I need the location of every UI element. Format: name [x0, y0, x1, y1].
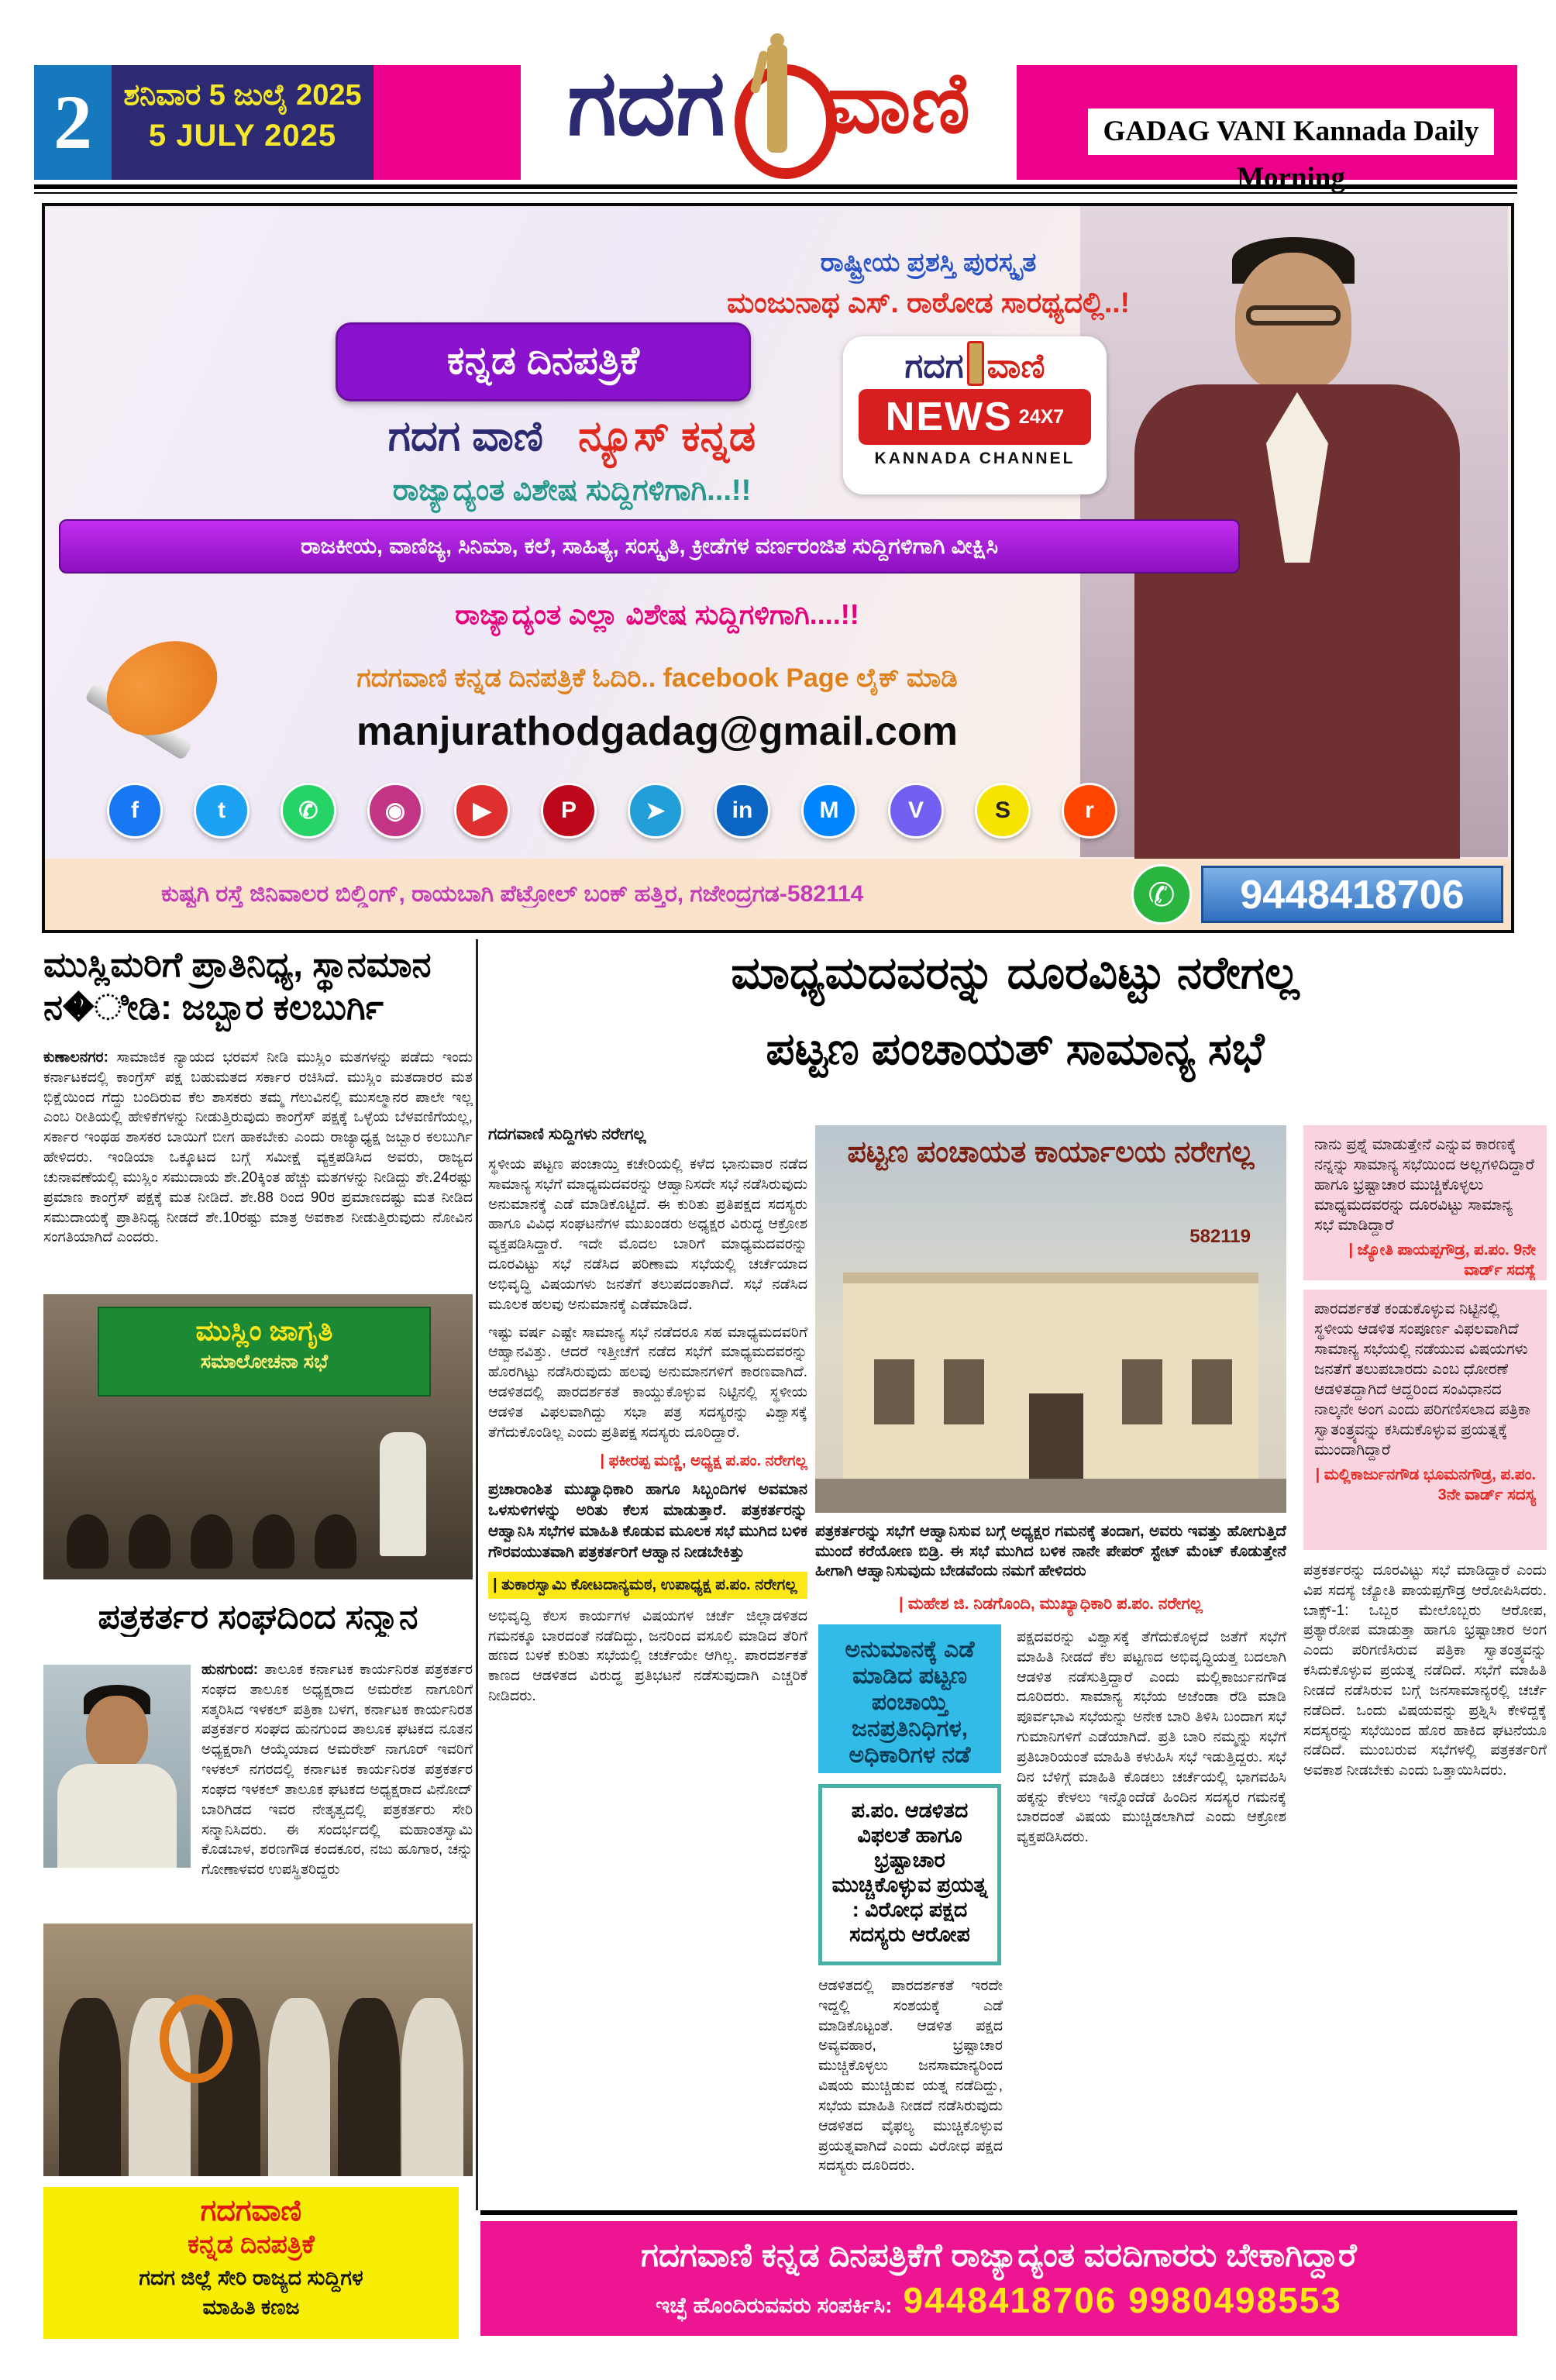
facebook-like-line: ಗದಗವಾಣಿ ಕನ್ನಡ ದಿನಪತ್ರಿಕೆ ಓದಿರಿ.. facebook Page ಲೈಕ್ ಮಾಡಿ	[356, 663, 958, 693]
twitter-icon: t	[194, 783, 250, 839]
telegram-icon: ➤	[628, 783, 683, 839]
main-headline	[487, 947, 1544, 1111]
highlight-cyan-box: ಅನುಮಾನಕ್ಕೆ ಎಡೆ ಮಾಡಿದ ಪಟ್ಟಣ ಪಂಚಾಯ್ತಿ ಜನಪ್ರತಿನಿಧಿಗಳ, ಅಧಿಕಾರಿಗಳ ನಡೆ	[818, 1624, 1001, 1773]
garland-icon	[160, 1995, 232, 2083]
social-icons-row	[107, 783, 1130, 839]
snapchat-icon: S	[975, 783, 1031, 839]
honoree-portrait	[43, 1665, 191, 1868]
main-col1-p3: ಅಭಿವೃದ್ಧಿ ಕೆಲಸ ಕಾರ್ಯಗಳ ವಿಷಯಗಳ ಚರ್ಚೆ ಜಿಲ್ಲಾಡಳಿತದ ಗಮನಕ್ಕೂ ಬಾರದಂತೆ ನಡೆದಿದ್ದು, ಜನರಿಂದ ವಸೂಲಿ ಮಾಡಿದ ತೆರಿಗೆ ಹಣದ ಬಳಕೆ ಕುರಿತು ಸಭೆಯಲ್ಲಿ ಚರ್ಚೆಯೇ ಆಗಿಲ್ಲ. ಪಾರದರ್ಶಕತೆ ಕಾಣದ ಆಡಳಿತದ ವಿರುದ್ಧ ಪ್ರತಿಭಟನೆ ನಡೆಸುವುದಾಗಿ ಎಚ್ಚರಿಕೆ ನೀಡಿದರು.	[488, 1607, 807, 1705]
meeting-photo	[43, 1294, 473, 1579]
building-window	[1192, 1359, 1232, 1424]
messenger-icon: M	[801, 783, 857, 839]
facebook-icon: f	[107, 783, 163, 839]
news-channel-ad	[42, 203, 1514, 933]
quote1-text: ನಾನು ಪ್ರಶ್ನೆ ಮಾಡುತ್ತೇನೆ ಎನ್ನುವ ಕಾರಣಕ್ಕೆ ನನ್ನನ್ನು ಸಾಮಾನ್ಯ ಸಭೆಯಿಂದ ಅಲ್ಲಗಳಿದಿದ್ದಾರೆ ಹಾಗೂ ಭ್ರಷ್ಟಾಚಾರ ಮುಚ್ಚಿಕೊಳ್ಳಲು ಮಾಧ್ಯಮದವರನ್ನು ದೂರವಿಟ್ಟು ಸಾಮಾನ್ಯ ಸಭೆ ಮಾಡಿದ್ದಾರೆ	[1314, 1136, 1535, 1234]
quote2-attribution: | ಮಲ್ಲಿಕಾರ್ಜುನಗೌಡ ಭೂಮನಗೌಡ್ರ, ಪ.ಪಂ. 3ನೇ ವಾರ್ಡ್ ಸದಸ್ಯ	[1315, 1466, 1536, 1503]
masthead-magenta-right	[1017, 65, 1517, 194]
main-column-4: ಪತ್ರಕರ್ತರನ್ನು ದೂರವಿಟ್ಟು ಸಭೆ ಮಾಡಿದ್ದಾರೆ ಎಂದು ವಿಪ ಸದಸ್ಯೆ ಜ್ಯೋತಿ ಪಾಯಪ್ಪಗೌಡ್ರ ಆರೋಪಿಸಿದರು. ಬಾಕ್ಸ್-1: ಒಬ್ಬರ ಮೇಲೊಬ್ಬರು ಆರೋಪ, ಪ್ರತ್ಯಾರೋಪ ಮಾಡುತ್ತಾ ಹಾಗೂ ಭ್ರಷ್ಟಾಚಾರ ಅಂಗ ಎಂದು ಪರಿಗಣಿಸಿರುವ ಪತ್ರಿಕಾ ಸ್ವಾತಂತ್ರ್ಯವನ್ನು ಕಸಿದುಕೊಳ್ಳುವ ಪ್ರಯತ್ನ ನಡೆದಿದೆ. ಸಭೆಗೆ ಮಾಹಿತಿ ನೀಡದೆ ನಡೆಸಿರುವ ಬಗ್ಗೆ ಜನಸಾಮಾನ್ಯರಲ್ಲಿ ಚರ್ಚೆ ನಡೆದಿದೆ. ಒಂದು ವಿಷಯವನ್ನು ಪ್ರಶ್ನಿಸಿ ಕೇಳಿದ್ದಕ್ಕೆ ಸದಸ್ಯರನ್ನು ಸಭೆಯಿಂದ ಹೊರ ಹಾಕಿದ ಘಟನೆಯೂ ನಡೆದಿದೆ. ಮುಂಬರುವ ಸಭೆಗಳಲ್ಲಿ ಪತ್ರಕರ್ತರಿಗೆ ಅವಕಾಶ ನೀಡಬೇಕು ಎಂದು ಒತ್ತಾಯಿಸಿದರು.	[1303, 1562, 1547, 1779]
main-headline-line2: ಪಟ್ಟಣ ಪಂಚಾಯತ್ ಸಾಮಾನ್ಯ ಸಭೆ	[766, 1024, 1265, 1074]
news-24x7-badge	[859, 389, 1091, 445]
logo-gadag: ಗದಗ	[904, 347, 964, 385]
reporters-wanted-banner	[480, 2221, 1517, 2336]
article2-text: ತಾಲೂಕ ಕರ್ನಾಟಕ ಕಾರ್ಯನಿರತ ಪತ್ರಕರ್ತರ ಸಂಘದ ತಾಲೂಕ ಅಧ್ಯಕ್ಷರಾದ ಅಮರೇಶ ನಾಗೂರಿಗೆ ಸತ್ಕರಿಸಿದ ಇಳಕಲ್ ಪತ್ರಿಕಾ ಬಳಗ, ಕರ್ನಾಟಕ ಕಾರ್ಯನಿರತ ಪತ್ರಕರ್ತರ ಸಂಘದ ಹುನಗುಂದ ತಾಲೂಕ ಘಟಕದ ನೂತನ ಅಧ್ಯಕ್ಷರಾಗಿ ಆಯ್ಕೆಯಾದ ಅಮರೇಶ್ ನಾಗೂರ್ ಇವರಿಗೆ ಇಳಕಲ್ ನಗರದಲ್ಲಿ ಕರ್ನಾಟಕ ಕಾರ್ಯನಿರತ ಪತ್ರಕರ್ತರ ಸಂಘದ ಇಳಕಲ್ ತಾಲೂಕ ಘಟಕದ ಅಧ್ಯಕ್ಷರಾದ ವಿನೋದ್ ಬಾರಿಗಿಡದ ಇವರ ನೇತೃತ್ವದಲ್ಲಿ ಪತ್ರಕರ್ತರು ಸೇರಿ ಸನ್ಮಾನಿಸಿದರು.	[201, 1662, 473, 1838]
instagram-icon: ◉	[367, 783, 423, 839]
article1-text: ಸಾಮಾಜಿಕ ನ್ಯಾಯದ ಭರವಸೆ ನೀಡಿ ಮುಸ್ಲಿಂ ಮತಗಳನ್ನು ಪಡೆದು ಇಂದು ಕರ್ನಾಟಕದಲ್ಲಿ ಕಾಂಗ್ರೆಸ್ ಪಕ್ಷ ಬಹುಮತದ ಸರ್ಕಾರ ರಚಿಸಿದೆ. ಮುಸ್ಲಿಂ ಮತದಾರರ ಮತ ಭಿಕ್ಷೆಯಿಂದ ಗೆದ್ದು ಬಂದಿರುವ ಕೆಲ ಶಾಸಕರು ತಮ್ಮ ಗೆಲುವಿನಲ್ಲಿ ಮುಸಲ್ಮಾನರ ಪಾಲೇ ಇಲ್ಲ ಎಂಬ ರೀತಿಯಲ್ಲಿ ಹೇಳಿಕೆಗಳನ್ನು ನೀಡುತ್ತಿರುವುದು ಕಾಂಗ್ರೆಸ್ ಪಕ್ಷಕ್ಕೆ ಒಳ್ಳೆಯ ಬೆಳವಣಿಗೆಯಲ್ಲ, ಸರ್ಕಾರ ಇಂಥಹ ಶಾಸಕರ ಬಾಯಿಗೆ ಬೀಗ ಹಾಕಬೇಕು ಎಂದು ರಾಜ್ಯಾಧ್ಯಕ್ಷ ಜಬ್ಬಾರ ಕಲಬುರ್ಗಿ ಹೇಳಿದರು. ಇಂಡಿಯಾ ಒಕ್ಕೂಟದ ಬಗ್ಗೆ ಸಮೀಕ್ಷೆ ವ್ಯಕ್ತಪಡಿಸಿದ ಅವರು, ರಾಜ್ಯದ ಚುನಾವಣೆಯಲ್ಲಿ ಮುಸ್ಲಿಂ ಸಮುದಾಯ ಶೇ.20ಕ್ಕಿಂತ ಹೆಚ್ಚು ಮತಗಳನ್ನು ನೀಡಿದ್ದು ಶೇ.24ರಷ್ಟು ಪ್ರಮಾಣ ಕಾಂಗ್ರೆಸ್ ಪಕ್ಷಕ್ಕೆ ಮತ ನೀಡಿದೆ. ಶೇ.88 ರಿಂದ 90ರ ಪ್ರಮಾಣದಷ್ಟು ಮತ ನೀಡಿದ ಸಮುದಾಯಕ್ಕೆ ಪ್ರಾತಿನಿಧ್ಯ ನೀಡದೆ ಶೇ.10ರಷ್ಟು ಮಾತ್ರ ಅವಕಾಶ ನೀಡುತ್ತಿರುವುದು ನೋವಿನ ಸಂಗತಿಯಾಗಿದೆ ಎಂದರು.	[43, 1049, 473, 1246]
promo-line4: ಮಾಹಿತಿ ಕಣಜ	[202, 2296, 300, 2319]
main-dateline: ಗದಗವಾಣಿ ಸುದ್ದಿಗಳು ನರೇಗಲ್ಲ	[488, 1125, 646, 1143]
audience-figure	[67, 1514, 108, 1569]
linkedin-icon: in	[714, 783, 770, 839]
meeting-banner	[98, 1307, 431, 1397]
logo-vani: ವಾಣಿ	[986, 347, 1045, 385]
banner-phone-numbers: 9448418706 9980498553	[903, 2279, 1342, 2320]
all-special-line: ರಾಜ್ಯಾದ್ಯಂತ ಎಲ್ಲಾ ವಿಶೇಷ ಸುದ್ದಿಗಳಿಗಾಗಿ....!!	[455, 598, 859, 630]
main-col1-p2: ಇಷ್ಟು ವರ್ಷ ಎಷ್ಟೇ ಸಾಮಾನ್ಯ ಸಭೆ ನಡೆದರೂ ಸಹ ಮಾಧ್ಯಮದವರಿಗೆ ಆಹ್ವಾನವಿತ್ತು. ಆದರೆ ಇತ್ತೀಚೆಗೆ ನಡೆದ ಸಭೆಗೆ ಮಾಧ್ಯಮದವರನ್ನು ಹೊರಗಿಟ್ಟು ನಡೆಸಿರುವುದು ಹಲವು ಅನುಮಾನಗಳಿಗೆ ಕಾರಣವಾಗಿದೆ. ಆಡಳಿತದಲ್ಲಿ ಪಾರದರ್ಶಕತೆ ಕಾಯ್ದುಕೊಳ್ಳುವ ನಿಟ್ಟಿನಲ್ಲಿ ಸ್ಥಳೀಯ ಆಡಳಿತ ವಿಫಲವಾಗಿದ್ದು ಸಭಾ ಪತ್ರ ಸದಸ್ಯರನ್ನು ವಿಶ್ವಾಸಕ್ಕೆ ತೆಗೆದುಕೊಂಡಿಲ್ಲ ಎಂದು ಪ್ರತಿಪಕ್ಷ ಸದಸ್ಯರು ದೂರಿದ್ದಾರೆ.	[488, 1324, 807, 1441]
ad-address-strip	[45, 859, 1511, 930]
panchayat-office-photo	[815, 1125, 1286, 1513]
quote2-text: ಪಾರದರ್ಶಕತೆ ಕಂಡುಕೊಳ್ಳುವ ನಿಟ್ಟಿನಲ್ಲಿ ಸ್ಥಳೀಯ ಆಡಳಿತ ಸಂಪೂರ್ಣ ವಿಫಲವಾಗಿದೆ ಸಾಮಾನ್ಯ ಸಭೆಯಲ್ಲಿ ನಡೆಯುವ ವಿಷಯಗಳು ಜನತೆಗೆ ತಲುಪಬಾರದು ಎಂಬ ಧೋರಣೆ ಆಡಳಿತದ್ದಾಗಿದೆ ಆದ್ದರಿಂದ ಸಂವಿಧಾನದ ನಾಲ್ಕನೇ ಅಂಗ ಎಂದು ಪರಿಗಣಿಸಲಾದ ಪತ್ರಿಕಾ ಸ್ವಾತಂತ್ರ್ಯವನ್ನು ಕಸಿದುಕೊಳ್ಳುವ ಪ್ರಯತ್ನಕ್ಕೆ ಮುಂದಾಗಿದ್ದಾರೆ	[1314, 1300, 1531, 1459]
pinterest-icon: P	[541, 783, 597, 839]
building-window	[944, 1359, 984, 1424]
banner-line1: ಗದಗವಾಣಿ ಕನ್ನಡ ದಿನಪತ್ರಿಕೆಗೆ ರಾಜ್ಯಾದ್ಯಂತ ವರದಿಗಾರರು ಬೇಕಾಗಿದ್ದಾರೆ	[641, 2236, 1357, 2273]
glasses-icon	[1246, 305, 1341, 325]
article1-headline: ಮುಸ್ಲಿಮರಿಗೆ ಪ್ರಾತಿನಿಧ್ಯ, ಸ್ಥಾನಮಾನ ನ�ೀಡಿ: ಜಬ್ಬಾರ ಕಲಬುರ್ಗಿ	[43, 945, 432, 1027]
audience-figure	[253, 1514, 294, 1569]
promo-line1: ಗದಗವಾಣಿ	[200, 2195, 302, 2227]
group-figure	[59, 1998, 121, 2176]
article2-text2: ಈ ಸಂದರ್ಭದಲ್ಲಿ ಮಹಾಂತಸ್ವಾಮಿ ಕೊಡಬಾಳ, ಶರಣಗೌಡ ಕಂದಕೂರ, ನಜು ಹೂಗಾರ, ಚನ್ನು ಗೋಣಾಳವರ ಉಪಸ್ಥಿತರಿದ್ದರು	[201, 1821, 473, 1879]
masthead-logo	[521, 28, 1017, 180]
youtube-icon: ▶	[454, 783, 510, 839]
article1-body	[43, 1048, 473, 1288]
news-24x7: 24X7	[1018, 405, 1065, 428]
building-shape	[843, 1273, 1258, 1479]
highlight-teal-box: ಪ.ಪಂ. ಆಡಳಿತದ ವಿಫಲತೆ ಹಾಗೂ ಭ್ರಷ್ಟಾಚಾರ ಮುಚ್ಚಿಕೊಳ್ಳುವ ಪ್ರಯತ್ನ : ವಿರೋಧ ಪಕ್ಷದ ಸದಸ್ಯರು ಆರೋಪ	[818, 1784, 1001, 1965]
masthead-logo-vani: ವಾಣಿ	[827, 56, 970, 150]
audience-figure	[129, 1514, 170, 1569]
brand-news-kannada: ನ್ಯೂಸ್ ಕನ್ನಡ	[578, 413, 756, 460]
award-line-2: ಮಂಜುನಾಥ ಎಸ್. ರಾಠೋಡ ಸಾರಥ್ಯದಲ್ಲಿ..!	[727, 287, 1130, 319]
group-figure	[268, 1998, 330, 2176]
president-attribution: | ಫಕೀರಪ್ಪ ಮಣ್ಣಿ, ಅಧ್ಯಕ್ಷ ಪ.ಪಂ. ನರೇಗಲ್ಲ	[600, 1452, 807, 1469]
promo-yellow-box	[43, 2187, 459, 2339]
news-channel-logo	[843, 336, 1107, 494]
photo-building-title: ಪಟ್ಟಣ ಪಂಚಾಯತ ಕಾರ್ಯಾಲಯ ನರೇಗಲ್ಲ	[847, 1136, 1255, 1169]
quote-box-1	[1303, 1125, 1547, 1280]
office-address: ಕುಷ್ಟಗಿ ರಸ್ತೆ ಜಿನಿವಾಲರ ಬಿಲ್ಡಿಂಗ್, ರಾಯಬಾಗಿ ಪೆಟ್ರೋಲ್ ಬಂಕ್ ಹತ್ತಿರ, ಗಜೇಂದ್ರಗಡ-582114	[161, 881, 864, 907]
statue-mini-icon	[967, 341, 984, 386]
statue-icon	[730, 38, 823, 170]
main-headline-line1: ಮಾಧ್ಯಮದವರನ್ನು ದೂರವಿಟ್ಟು ನರೇಗಲ್ಲ	[731, 948, 1300, 998]
main-col1-bold: ಪ್ರಚಾರಾಂಶಿತ ಮುಖ್ಯಾಧಿಕಾರಿ ಹಾಗೂ ಸಿಬ್ಬಂದಿಗಳ ಅವಮಾನ ಒಳಸುಳಿಗಳನ್ನು ಅರಿತು ಕೆಲಸ ಮಾಡುತ್ತಾರೆ. ಪತ್ರಕರ್ತರನ್ನು ಆಹ್ವಾನಿಸಿ ಸಭೆಗಳ ಮಾಹಿತಿ ಕೊಡುವ ಮೂಲಕ ಸಭೆ ಮುಗಿದ ಬಳಿಕ ಗೌರವಯುತವಾಗಿ ಪತ್ರಕರ್ತರಿಗೆ ಆಹ್ವಾನ ನೀಡಬೇಕಿತ್ತು	[488, 1480, 807, 1562]
caption-attribution: | ಮಹೇಶ ಜಿ. ನಿಡಗೊಂದಿ, ಮುಖ್ಯಾಧಿಕಾರಿ ಪ.ಪಂ. ನರೇಗಲ್ಲ	[899, 1595, 1203, 1613]
group-figure	[401, 1998, 463, 2176]
column-divider	[476, 939, 478, 2210]
banner-line2: ಸಮಾಲೋಚನಾ ಸಭೆ	[200, 1351, 329, 1373]
building-window	[874, 1359, 914, 1424]
masthead-logo-gadag: ಗದಗ	[567, 52, 725, 154]
viber-icon: V	[888, 783, 944, 839]
banner-contact-label: ಇಚ್ಛೆ ಹೊಂದಿರುವವರು ಸಂಪರ್ಕಿಸಿ:	[656, 2292, 893, 2317]
audience-figure	[191, 1514, 232, 1569]
date-box	[112, 65, 374, 180]
date-kannada: ಶನಿವಾರ 5 ಜುಲೈ 2025	[123, 79, 362, 112]
bottom-rule	[480, 2210, 1517, 2215]
page-number: 2	[34, 65, 112, 180]
reddit-icon: r	[1062, 783, 1117, 839]
date-english: 5 JULY 2025	[148, 119, 337, 153]
whatsapp-icon: ✆	[1131, 864, 1192, 925]
group-figure	[338, 1998, 400, 2176]
felicitation-group-photo	[43, 1924, 473, 2176]
photo-caption: ಪತ್ರಕರ್ತರನ್ನು ಸಭೆಗೆ ಆಹ್ವಾನಿಸುವ ಬಗ್ಗೆ ಅಧ್ಯಕ್ಷರ ಗಮನಕ್ಕೆ ತಂದಾಗ, ಅವರು ಇವತ್ತು ಹೋಗುತ್ತಿದೆ ಮುಂದೆ ಕರೆಯೋಣ ಬಿಡ್ರಿ. ಈ ಸಭೆ ಮುಗಿದ ಬಳಿಕ ನಾನೇ ಪೇಪರ್ ಸ್ಟೇಟ್ ಮೆಂಟ್ ಕೊಡುತ್ತೇನೆ ಹೀಗಾಗಿ ಆಹ್ವಾನಿಸುವುದು ಬೇಡವೆಂದು ನಮಗೆ ಹೇಳಿದರು	[815, 1523, 1286, 1580]
masthead-rule	[34, 184, 1517, 194]
article1-dateline: ಕುಣಾಲನಗರ:	[43, 1049, 108, 1066]
brand-line	[293, 412, 851, 461]
statewide-line: ರಾಜ್ಯಾದ್ಯಂತ ವಿಶೇಷ ಸುದ್ದಿಗಳಿಗಾಗಿ...!!	[392, 474, 752, 507]
main-column-2: ಆಡಳಿತದಲ್ಲಿ ಪಾರದರ್ಶಕತೆ ಇರದೇ ಇದ್ದಲ್ಲಿ ಸಂಶಯಕ್ಕೆ ಎಡೆ ಮಾಡಿಕೊಟ್ಟಂತೆ. ಆಡಳಿತ ಪಕ್ಷದ ಅವ್ಯವಹಾರ, ಭ್ರಷ್ಟಾಚಾರ ಮುಚ್ಚಿಕೊಳ್ಳಲು ಜನಸಾಮಾನ್ಯರಿಂದ ವಿಷಯ ಮುಚ್ಚಿಡುವ ಯತ್ನ ನಡೆದಿದ್ದು, ಸಭೆಯ ಮಾಹಿತಿ ನೀಡದೆ ನಡೆಸಿರುವುದು ಆಡಳಿತದ ವೈಫಲ್ಯ ಮುಚ್ಚಿಕೊಳ್ಳುವ ಪ್ರಯತ್ನವಾಗಿದೆ ಎಂದು ವಿರೋಧ ಪಕ್ಷದ ಸದಸ್ಯರು ದೂರಿದರು.	[818, 1978, 1003, 2175]
daily-badge: ಕನ್ನಡ ದಿನಪತ್ರಿಕೆ	[336, 322, 751, 401]
speaker-figure	[380, 1432, 426, 1556]
promo-line2: ಕನ್ನಡ ದಿನಪತ್ರಿಕೆ	[188, 2230, 315, 2258]
email-address: manjurathodgadag@gmail.com	[356, 709, 958, 754]
article2-body	[43, 1660, 473, 1916]
main-column-3: ಪಕ್ಷದವರನ್ನು ವಿಶ್ವಾಸಕ್ಕೆ ತೆಗೆದುಕೊಳ್ಳದೆ ಜತೆಗೆ ಸಭೆಗೆ ಮಾಹಿತಿ ನೀಡದೆ ಕೆಲ ಪಟ್ಟಣದ ಅಭಿವೃದ್ಧಿಯತ್ತ ಬದಲಾಗಿ ಆಡಳಿತ ನಡೆಸುತ್ತಿದ್ದಾರೆ ಎಂದು ಮಲ್ಲಿಕಾರ್ಜುನಗೌಡ ದೂರಿದರು. ಸಾಮಾನ್ಯ ಸಭೆಯ ಅಜೆಂಡಾ ರೆಡಿ ಮಾಡಿ ಪೂರ್ವಭಾವಿ ಸಭೆಯನ್ನು ಅನೇಕ ಬಾರಿ ತಿಳಿಸಿ ಬಂದಾಗ ಸಭೆ ಗುಮಾನಿಗಳಿಗೆ ಎಡೆಯಾಗಿದೆ. ಪ್ರತಿ ಬಾರಿ ನಮ್ಮನ್ನು ಸಭೆಗೆ ಪ್ರತಿಬಾರಿಯಂತೆ ಮಾಹಿತಿ ಕಳುಹಿಸಿ ಸಭೆ ಇಡುತ್ತಿದ್ದರು. ಸಭೆ ದಿನ ಬೆಳಿಗ್ಗೆ ಮಾಹಿತಿ ಕೊಡಲು ಚರ್ಚೆಯಲ್ಲಿ ಭಾಗವಹಿಸಿ ಹಕ್ಕನ್ನು ಕೇಳಲು ಇನ್ನೊಂದೆಡೆ ಹಿಂದಿನ ಸದಸ್ಯರ ಗಮನಕ್ಕೆ ಬಾರದಂತೆ ವಿಷಯ ಮುಚ್ಚಿಡಲಾಗಿದೆ ಎಂದು ಆಕ್ರೋಶ ವ್ಯಕ್ತಪಡಿಸಿದರು.	[1017, 1629, 1286, 1846]
whatsapp-icon: ✆	[281, 783, 336, 839]
article2-dateline: ಹುನಗುಂದ:	[201, 1662, 259, 1678]
masthead-magenta-left	[374, 65, 521, 180]
news-word: NEWS	[885, 394, 1013, 439]
audience-figure	[315, 1514, 356, 1569]
building-window	[1122, 1359, 1162, 1424]
main-column-1	[488, 1155, 807, 2216]
phone-number: 9448418706	[1201, 866, 1503, 923]
banner-line1: ಮುಸ್ಲಿಂ ಜಾಗೃತಿ	[195, 1314, 333, 1346]
brand-gadagvani: ಗದಗ ವಾಣಿ	[387, 413, 544, 460]
building-door	[1029, 1393, 1083, 1479]
quote1-attribution: | ಜ್ಯೋತಿ ಪಾಯಪ್ಪಗೌಡ್ರ, ಪ.ಪಂ. 9ನೇ ವಾರ್ಡ್ ಸದಸ್ಯೆ	[1348, 1242, 1536, 1279]
vice-president-attribution: | ತುಕಾರಸ್ವಾಮಿ ಕೋಟದಾನ್ಯಮಠ, ಉಪಾಧ್ಯಕ್ಷ ಪ.ಪಂ. ನರೇಗಲ್ಲ	[488, 1572, 807, 1599]
quote-box-2	[1303, 1290, 1547, 1550]
promo-line3: ಗದಗ ಜಿಲ್ಲೆ ಸೇರಿ ರಾಜ್ಯದ ಸುದ್ದಿಗಳ	[139, 2266, 363, 2289]
article2-headline: ಪತ್ರಕರ್ತರ ಸಂಘದಿಂದ ಸನ್ಮಾನ	[98, 1598, 418, 1636]
topics-bar: ರಾಜಕೀಯ, ವಾಣಿಜ್ಯ, ಸಿನಿಮಾ, ಕಲೆ, ಸಾಹಿತ್ಯ, ಸಂಸ್ಕೃತಿ, ಕ್ರೀಡೆಗಳ ವರ್ಣರಂಜಿತ ಸುದ್ದಿಗಳಿಗಾಗಿ ವೀಕ್ಷಿಸಿ	[59, 519, 1240, 573]
award-line-1: ರಾಷ್ಟ್ರೀಯ ಪ್ರಶಸ್ತಿ ಪುರಸ್ಕೃತ	[820, 248, 1037, 277]
main-col1-p1: ಸ್ಥಳೀಯ ಪಟ್ಟಣ ಪಂಚಾಯ್ತಿ ಕಚೇರಿಯಲ್ಲಿ ಕಳೆದ ಭಾನುವಾರ ನಡೆದ ಸಾಮಾನ್ಯ ಸಭೆಗೆ ಮಾಧ್ಯಮದವರನ್ನು ಆಹ್ವಾನಿಸದೇ ಸಭೆ ನಡೆಸಿರುವುದು ಅನುಮಾನಕ್ಕೆ ಎಡೆ ಮಾಡಿಕೊಟ್ಟಿದೆ. ಈ ಕುರಿತು ಪ್ರತಿಪಕ್ಷದ ಸದಸ್ಯರು ಹಾಗೂ ವಿವಿಧ ಸಂಘಟನೆಗಳ ಮುಖಂಡರು ಅಧ್ಯಕ್ಷರ ವಿರುದ್ಧ ಆಕ್ರೋಶ ವ್ಯಕ್ತಪಡಿಸಿದ್ದಾರೆ. ಇದೇ ಮೊದಲ ಬಾರಿಗೆ ಮಾಧ್ಯಮದವರನ್ನು ದೂರವಿಟ್ಟು ಸಭೆ ನಡೆಸಿದ ಪರಿಣಾಮ ಸಭೆಯಲ್ಲಿ ಚರ್ಚೆಯಾದ ಅಭಿವೃದ್ಧಿ ವಿಷಯಗಳು ಜನತೆಗೆ ತಲುಪದಂತಾಗಿದೆ. ಸಭೆ ನಡೆಸಿದ ಮೂಲಕ ಹಲವು ಅನುಮಾನಕ್ಕೆ ಎಡೆಮಾಡಿದೆ.	[488, 1156, 807, 1313]
masthead-tagline: GADAG VANI Kannada Daily Morning	[1088, 108, 1494, 155]
building-steps	[815, 1479, 1286, 1513]
kannada-channel-label: KANNADA CHANNEL	[874, 449, 1076, 467]
photo-pincode: 582119	[1189, 1226, 1251, 1247]
